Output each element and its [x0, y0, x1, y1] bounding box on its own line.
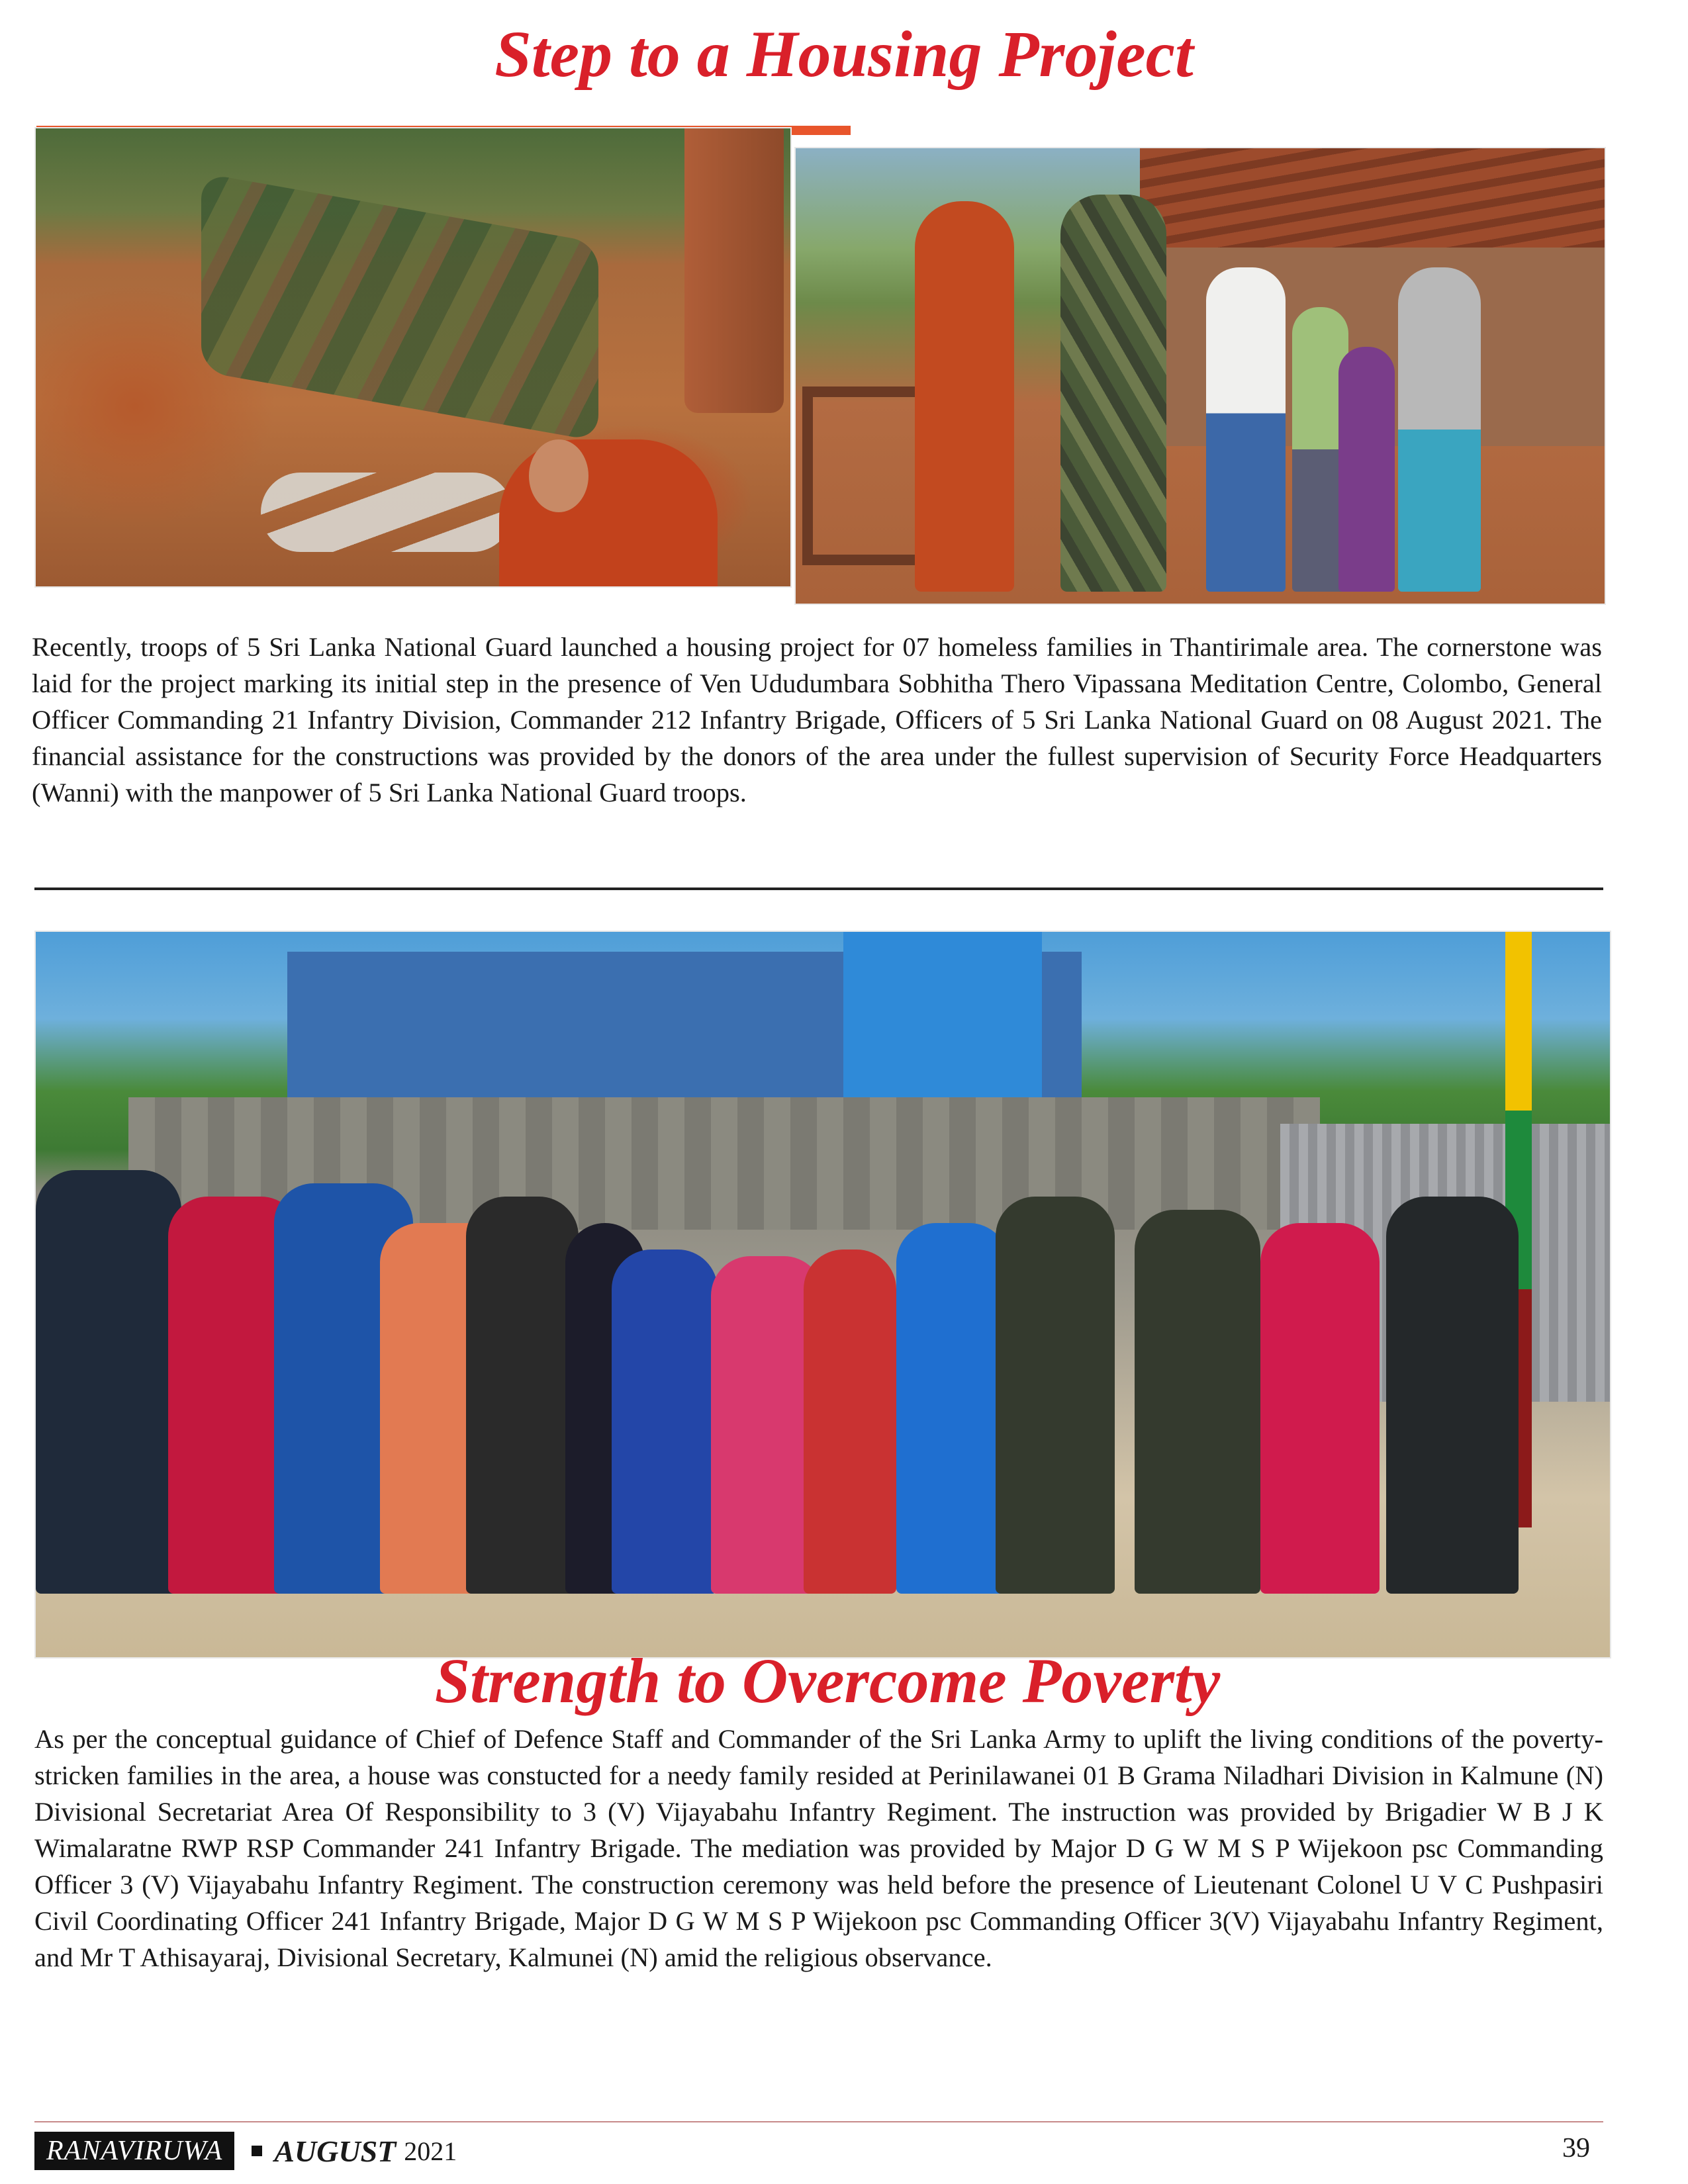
footer	[34, 2131, 457, 2171]
section-divider	[34, 887, 1603, 890]
issue-month: AUGUST	[274, 2134, 397, 2168]
article-body-housing-project: Recently, troops of 5 Sri Lanka National Guard launched a housing project for 07 homeless families in Thantirimale area. The cornerstone was laid for the project marking its initial step in the presence of Ven Ududumbara Sobhitha Thero Vipassana Meditation Centre, Colombo, General Officer Commanding 21 Infantry Division, Commander 212 Infantry Brigade, Officers of 5 Sri Lanka National Guard on 08 August 2021. The financial assistance for the constructions was provided by the donors of the area under the fullest supervision of Security Force Headquarters (Wanni) with the manpower of 5 Sri Lanka National Guard troops.	[32, 632, 1602, 807]
bullet-square-icon	[252, 2146, 262, 2156]
article-body-overcome-poverty: As per the conceptual guidance of Chief of Defence Staff and Commander of the Sri Lanka Army to uplift the living conditions of the poverty-stricken families in the area, a house was constucted for a needy family resided at Perinilawanei 01 B Grama Niladhari Division in Kalmune (N) Divisional Secretariat Area Of Responsibility to 3 (V) Vijayabahu Infantry Regiment. The instruction was provided by Brigadier W B J K Wimalaratne RWP RSP Commander 241 Infantry Brigade. The mediation was provided by Major D G W M S P Wijekoon psc Commanding Officer 3 (V) Vijayabahu Infantry Regiment. The construction ceremony was held before the presence of Lieutenant Colonel U V C Pushpasiri Civil Coordinating Officer 241 Infantry Brigade, Major D G W M S P Wijekoon psc Commanding Officer 3(V) Vijayabahu Infantry Regiment, and Mr T Athisayaraj, Divisional Secretary, Kalmunei (N) amid the religious observance.	[34, 1724, 1603, 1972]
article-title-housing-project: Step to a Housing Project	[494, 17, 1194, 91]
photo-troops-laying-foundation	[34, 127, 792, 588]
issue-year: 2021	[404, 2136, 457, 2166]
photo-ceremony-group	[34, 931, 1611, 1659]
magazine-name: RANAVIRUWA	[34, 2132, 234, 2170]
page-number: 39	[1562, 2133, 1590, 2163]
article-title-overcome-poverty: Strength to Overcome Poverty	[434, 1645, 1221, 1716]
photo-group-at-site	[794, 147, 1606, 605]
footer-rule	[34, 2121, 1603, 2122]
